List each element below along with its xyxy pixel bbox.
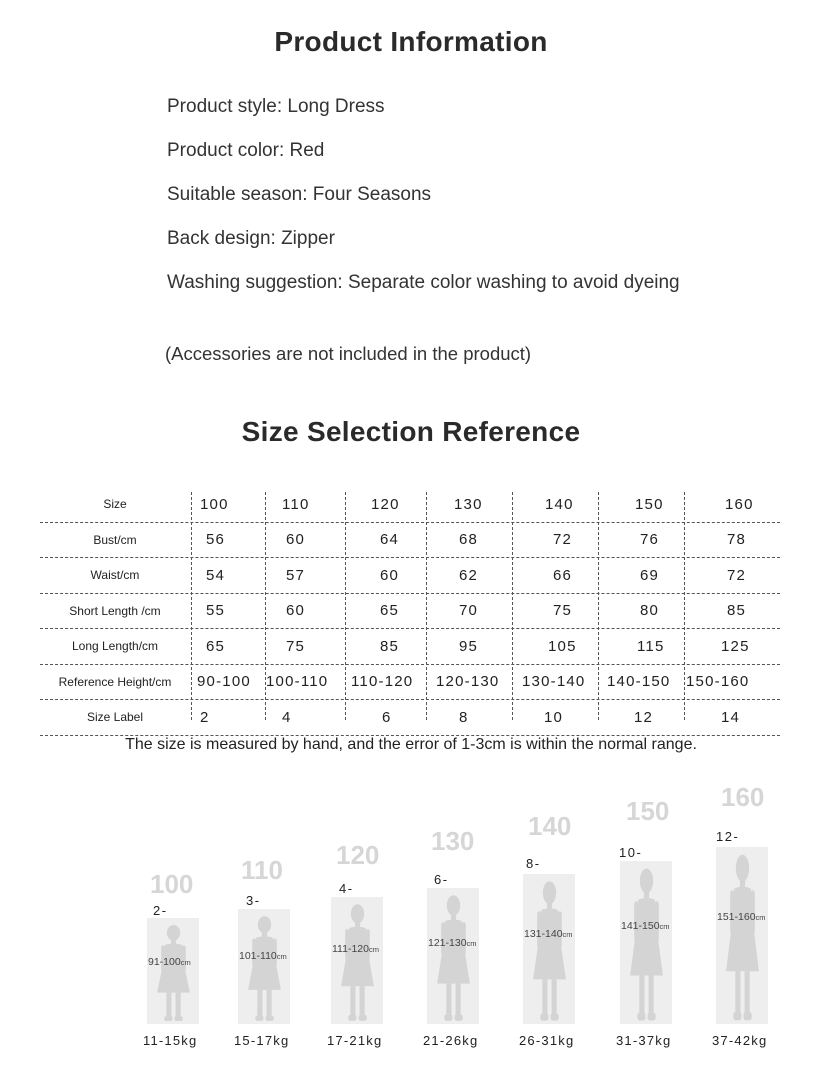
table-cell: 100-110 (266, 673, 329, 691)
figure-age-range: 4- (339, 881, 354, 896)
table-cell: 64 (380, 531, 400, 549)
height-unit: cm (466, 938, 477, 948)
column-divider (191, 492, 192, 720)
figure-height-range (428, 937, 477, 949)
table-cell: 60 (380, 566, 400, 584)
child-silhouette-icon (529, 880, 570, 1022)
table-cell: 60 (286, 602, 306, 620)
height-value: 151-160 (717, 910, 756, 923)
table-cell: 70 (459, 602, 479, 620)
table-cell: 100 (200, 495, 229, 513)
table-cell: 130-140 (522, 673, 586, 691)
table-cell: 55 (206, 602, 226, 620)
column-divider (265, 492, 266, 720)
figure-age-range: 12- (716, 829, 740, 844)
height-value: 141-150 (621, 919, 660, 932)
figure-size-number: 100 (150, 869, 194, 899)
table-cell: 140-150 (607, 673, 671, 691)
table-cell: 57 (286, 566, 306, 584)
accessories-note: (Accessories are not included in the product) (165, 343, 532, 364)
size-reference-title: Size Selection Reference (241, 416, 581, 447)
table-row (40, 629, 780, 665)
row-label: Long Length/cm (71, 639, 159, 654)
table-cell: 60 (286, 531, 306, 549)
table-cell: 95 (459, 637, 479, 655)
row-label: Waist/cm (90, 568, 140, 583)
table-cell: 110-120 (351, 673, 414, 691)
product-info-title: Product Information (274, 26, 548, 57)
row-label: Size (103, 497, 127, 512)
figure-age-range: 2- (153, 903, 168, 918)
figure-weight-range: 31-37kg (616, 1033, 672, 1048)
table-row (40, 665, 780, 701)
figure-weight-range: 37-42kg (712, 1033, 768, 1048)
height-value: 111-120 (332, 942, 369, 955)
table-cell: 65 (380, 602, 400, 620)
table-cell: 80 (640, 602, 660, 620)
figure-height-range (717, 911, 766, 923)
measurement-note: The size is measured by hand, and the error of 1-3cm is within the normal range. (125, 736, 697, 753)
table-cell: 78 (727, 531, 747, 549)
info-line-back-design: Back design: Zipper (167, 228, 335, 249)
figure-height-range (332, 943, 379, 955)
height-value: 91-100 (148, 956, 181, 969)
table-cell: 72 (727, 566, 747, 584)
table-cell: 110 (282, 495, 310, 513)
child-silhouette-icon (244, 915, 285, 1022)
table-cell: 56 (206, 531, 226, 549)
column-divider (345, 492, 346, 720)
height-value: 101-110 (239, 950, 277, 963)
child-silhouette-icon (337, 903, 378, 1022)
size-table (40, 487, 780, 736)
table-row (40, 487, 780, 523)
table-cell: 6 (382, 708, 392, 726)
figure-height-range (239, 950, 287, 962)
figure-weight-range: 15-17kg (234, 1033, 290, 1048)
table-cell: 115 (637, 637, 665, 655)
table-cell: 120 (371, 495, 400, 513)
info-line-season: Suitable season: Four Seasons (167, 184, 432, 205)
table-cell: 85 (727, 602, 747, 620)
figure-weight-range: 11-15kg (143, 1033, 198, 1048)
table-cell: 130 (454, 495, 483, 513)
figure-weight-range: 21-26kg (423, 1033, 479, 1048)
table-cell: 150-160 (686, 673, 750, 691)
height-unit: cm (562, 930, 573, 939)
figure-size-number: 140 (528, 811, 572, 841)
height-value: 121-130 (428, 936, 467, 949)
figure-weight-range: 17-21kg (327, 1033, 383, 1048)
child-silhouette-icon (722, 853, 763, 1022)
table-cell: 140 (545, 495, 574, 513)
child-silhouette-icon (433, 894, 474, 1022)
table-cell: 75 (553, 602, 573, 620)
table-cell: 76 (640, 531, 660, 549)
table-row (40, 523, 780, 559)
figure-size-number: 150 (626, 796, 670, 826)
table-row (40, 700, 780, 736)
table-cell: 72 (553, 531, 573, 549)
table-cell: 66 (553, 566, 573, 584)
height-unit: cm (755, 912, 766, 922)
table-cell: 12 (634, 708, 654, 726)
figure-age-range: 3- (246, 893, 261, 908)
column-divider (426, 492, 427, 720)
table-cell: 62 (459, 566, 479, 584)
table-cell: 150 (635, 495, 664, 513)
height-unit: cm (276, 952, 287, 962)
figure-size-number: 110 (241, 855, 283, 885)
table-cell: 4 (282, 708, 292, 726)
figure-size-number: 130 (431, 826, 475, 856)
table-cell: 85 (380, 637, 400, 655)
figure-size-number: 160 (721, 782, 765, 812)
row-label: Bust/cm (93, 532, 137, 547)
height-value: 131-140 (524, 928, 563, 940)
column-divider (684, 492, 685, 720)
height-unit: cm (180, 958, 191, 968)
figure-height-range (524, 928, 573, 940)
table-row (40, 594, 780, 630)
figure-height-range (148, 956, 191, 968)
info-line-color: Product color: Red (167, 140, 325, 161)
table-row (40, 558, 780, 594)
table-cell: 160 (725, 495, 754, 513)
column-divider (598, 492, 599, 720)
table-cell: 54 (206, 566, 226, 584)
height-unit: cm (659, 921, 670, 931)
table-cell: 10 (544, 708, 564, 726)
table-cell: 75 (286, 637, 306, 655)
info-line-washing: Washing suggestion: Separate color washing to avoid dyeing (167, 272, 680, 293)
table-cell: 90-100 (197, 673, 251, 691)
row-label: Short Length /cm (69, 603, 161, 618)
table-cell: 125 (721, 637, 750, 655)
table-cell: 2 (200, 708, 210, 726)
table-cell: 120-130 (436, 673, 500, 691)
column-divider (512, 492, 513, 720)
row-label: Reference Height/cm (58, 674, 172, 689)
figure-size-number: 120 (336, 840, 380, 870)
table-cell: 8 (459, 708, 469, 726)
table-cell: 14 (721, 708, 741, 726)
figure-weight-range: 26-31kg (519, 1033, 575, 1048)
table-cell: 105 (548, 637, 577, 655)
figure-height-range (621, 920, 670, 932)
height-unit: cm (368, 944, 379, 954)
table-cell: 68 (459, 531, 479, 549)
row-label: Size Label (86, 710, 144, 725)
figure-age-range: 10- (619, 845, 643, 860)
figure-age-range: 6- (434, 872, 449, 887)
child-silhouette-icon (153, 924, 194, 1022)
figure-age-range: 8- (526, 856, 541, 871)
child-silhouette-icon (626, 867, 667, 1022)
info-line-style: Product style: Long Dress (167, 96, 385, 117)
table-cell: 69 (640, 566, 660, 584)
table-cell: 65 (206, 637, 226, 655)
